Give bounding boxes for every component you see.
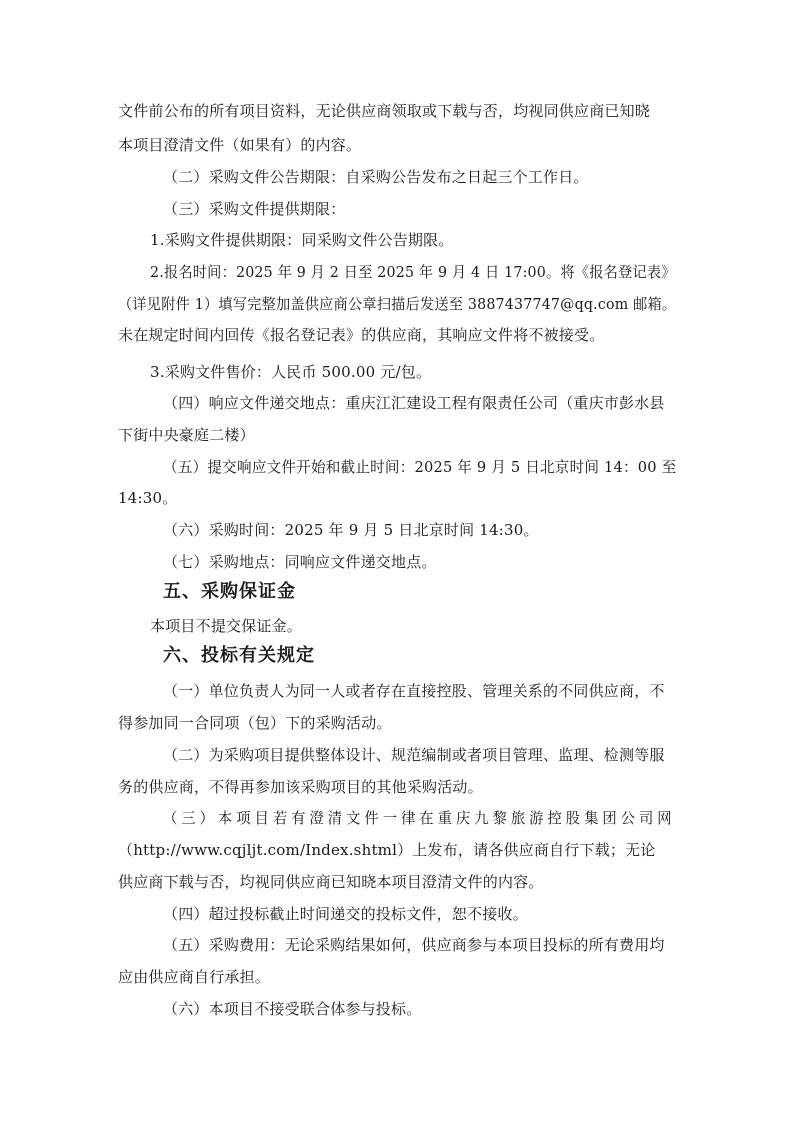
paragraph-rule-4: （四）超过投标截止时间递交的投标文件，恕不接收。 xyxy=(163,905,528,923)
paragraph-line: 务的供应商，不得再参加该采购项目的其他采购活动。 xyxy=(118,778,483,796)
paragraph-line: 未在规定时间内回传《报名登记表》的供应商，其响应文件将不被接受。 xyxy=(118,326,605,344)
paragraph-procurement-notice-period: （二）采购文件公告期限：自采购公告发布之日起三个工作日。 xyxy=(163,168,589,186)
paragraph-rule-2: （二）为采购项目提供整体设计、规范编制或者项目管理、监理、检测等服 xyxy=(163,746,665,764)
paragraph-item-1: 1.采购文件提供期限：同采购文件公告期限。 xyxy=(150,231,454,249)
paragraph-line: 14:30。 xyxy=(118,489,178,507)
paragraph-line: 得参加同一合同项（包）下的采购活动。 xyxy=(118,714,392,732)
paragraph-line: 应由供应商自行承担。 xyxy=(118,968,271,986)
paragraph-procurement-time: （六）采购时间：2025 年 9 月 5 日北京时间 14:30。 xyxy=(163,521,539,539)
paragraph-submission-location: （四）响应文件递交地点：重庆江汇建设工程有限责任公司（重庆市彭水县 xyxy=(163,394,665,412)
paragraph-line: 下街中央豪庭二楼） xyxy=(118,426,255,444)
paragraph-rule-6: （六）本项目不接受联合体参与投标。 xyxy=(163,1000,422,1018)
paragraph-submission-time: （五）提交响应文件开始和截止时间：2025 年 9 月 5 日北京时间 14：00 至 xyxy=(163,458,677,476)
paragraph-line: 本项目澄清文件（如果有）的内容。 xyxy=(118,136,362,154)
paragraph-rule-1: （一）单位负责人为同一人或者存在直接控股、管理关系的不同供应商，不 xyxy=(163,682,665,700)
paragraph-document-provision-period: （三）采购文件提供期限： xyxy=(163,200,346,218)
section-heading-bidding-rules: 六、投标有关规定 xyxy=(163,645,315,666)
paragraph-line: 供应商下载与否，均视同供应商已知晓本项目澄清文件的内容。 xyxy=(118,873,544,891)
paragraph-line: 文件前公布的所有项目资料，无论供应商领取或下载与否，均视同供应商已知晓 xyxy=(118,102,651,120)
paragraph-procurement-location: （七）采购地点：同响应文件递交地点。 xyxy=(163,553,437,571)
paragraph-line: （http://www.cqjljt.com/Index.shtml）上发布，请各供应商自行下载；无论 xyxy=(118,841,656,859)
paragraph-registration-time: 2.报名时间：2025 年 9 月 2 日至 2025 年 9 月 4 日 17:00。将《报名登记表》 xyxy=(150,263,676,281)
paragraph-rule-5: （五）采购费用：无论采购结果如何，供应商参与本项目投标的所有费用均 xyxy=(163,936,665,954)
paragraph-line: （详见附件 1）填写完整加盖供应商公章扫描后发送至 3887437747@qq.com 邮箱。 xyxy=(118,295,677,313)
paragraph-rule-3: （三）本项目若有澄清文件一律在重庆九黎旅游控股集团公司网 xyxy=(163,809,676,827)
paragraph-no-deposit: 本项目不提交保证金。 xyxy=(150,617,303,635)
paragraph-document-price: 3.采购文件售价：人民币 500.00 元/包。 xyxy=(150,363,432,381)
section-heading-deposit: 五、采购保证金 xyxy=(163,581,296,602)
